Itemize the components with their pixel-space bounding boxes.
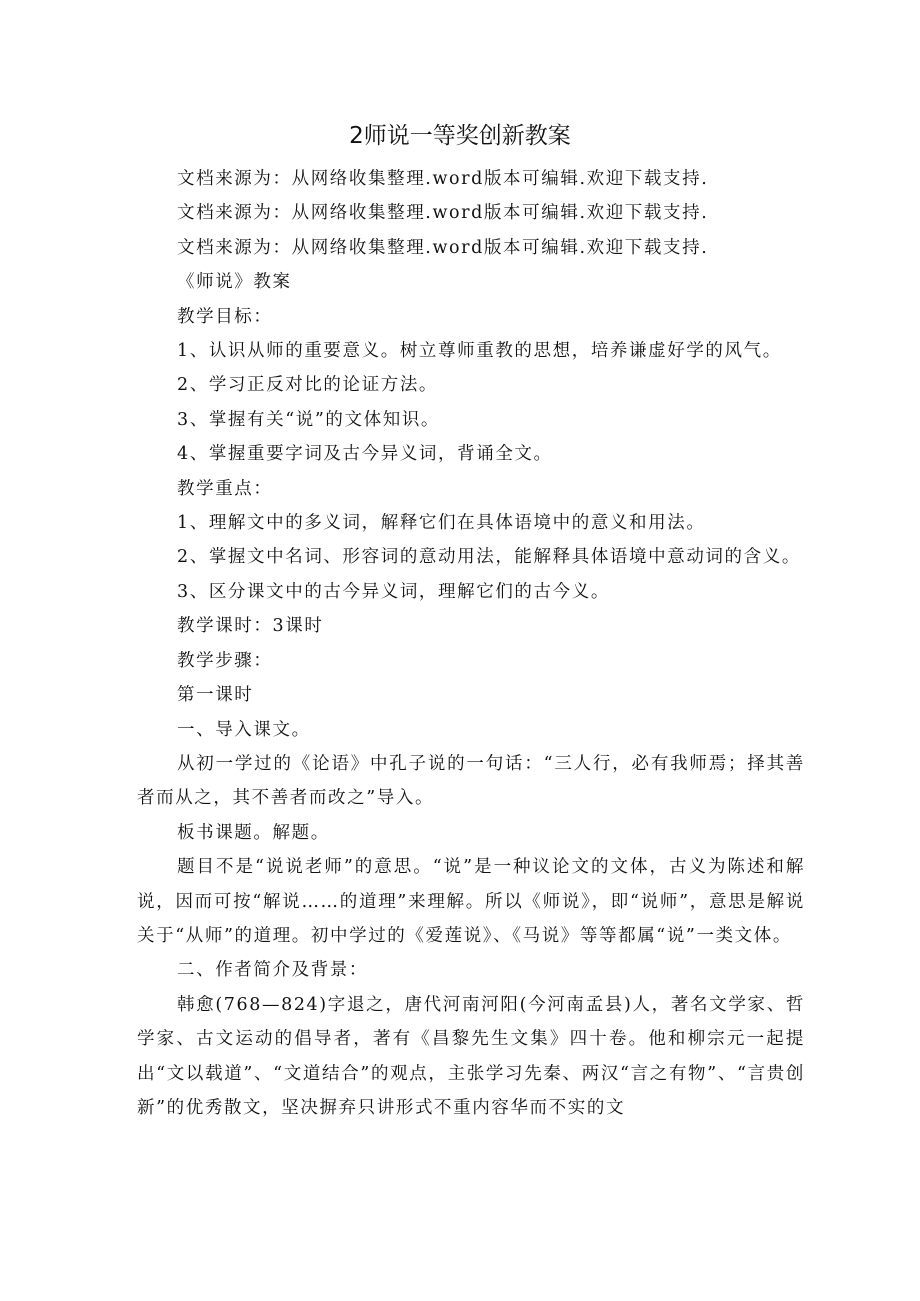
body-paragraph: 韩愈(768—824)字退之，唐代河南河阳(今河南孟县)人，著名文学家、哲学家、古文运动的倡导者，著有《昌黎先生文集》四十卷。他和柳宗元一起提出“文以载道”、“文道结合”的观点，主张学习先秦、两汉“言之有物”、“言贵创新”的优秀散文，坚决摒弃只讲形式不重内容华而不实的文 xyxy=(137,994,805,1118)
source-note: 文档来源为：从网络收集整理.word版本可编辑.欢迎下载支持. xyxy=(177,169,709,189)
section-heading-steps: 教学步骤： xyxy=(177,650,273,671)
key-point-item: 2、掌握文中名词、形容词的意动用法，能解释具体语境中意动词的含义。 xyxy=(177,547,801,568)
lesson-plan-heading: 《师说》教案 xyxy=(177,272,292,293)
source-note: 文档来源为：从网络收集整理.word版本可编辑.欢迎下载支持. xyxy=(177,237,709,258)
key-point-item: 3、区分课文中的古今异义词，理解它们的古今义。 xyxy=(177,581,610,602)
section-heading-goals: 教学目标： xyxy=(177,306,273,327)
body-paragraph: 题目不是“说说老师”的意思。“说”是一种议论文的文体，古义为陈述和解说，因而可按“解说……的道理”来理解。所以《师说》，即“说师”，意思是解说关于“从师”的道理。初中学过的《爱莲说》、《马说》等等都属“说”一类文体。 xyxy=(137,857,805,946)
key-point-item: 1、理解文中的多义词，解释它们在具体语境中的意义和用法。 xyxy=(177,513,706,534)
goal-item: 1、认识从师的重要意义。树立尊师重教的思想，培养谦虚好学的风气。 xyxy=(177,341,782,362)
document-body xyxy=(137,162,805,1125)
goal-item: 4、掌握重要字词及古今异义词，背诵全文。 xyxy=(177,444,553,465)
step-heading-intro: 一、导入课文。 xyxy=(177,719,311,740)
step-heading-author: 二、作者简介及背景： xyxy=(177,960,368,981)
goal-item: 3、掌握有关“说”的文体知识。 xyxy=(177,409,441,430)
body-paragraph: 从初一学过的《论语》中孔子说的一句话：“三人行，必有我师焉；择其善者而从之，其不善者而改之”导入。 xyxy=(137,753,805,809)
section-heading-key-points: 教学重点： xyxy=(177,478,273,499)
goal-item: 2、学习正反对比的论证方法。 xyxy=(177,375,439,396)
document-title: 2师说一等奖创新教案 xyxy=(349,123,571,149)
source-note: 文档来源为：从网络收集整理.word版本可编辑.欢迎下载支持. xyxy=(177,203,709,224)
body-paragraph: 板书课题。解题。 xyxy=(177,822,330,843)
first-lesson-heading: 第一课时 xyxy=(177,685,254,706)
class-hours: 教学课时：3课时 xyxy=(177,616,324,637)
